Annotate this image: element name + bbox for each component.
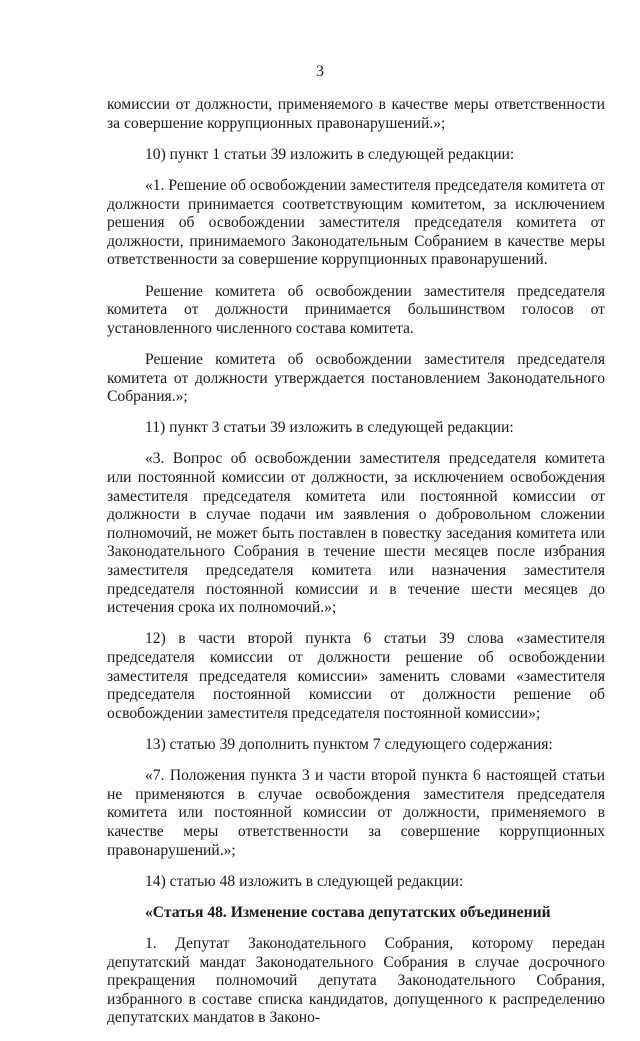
paragraph: Решение комитета об освобождении заместителя председателя комитета от должности принимается большинством голосов от установленного численного состава комитета.: [107, 282, 605, 337]
paragraph: «1. Решение об освобождении заместителя председателя комитета от должности принимается соответствующим комитетом, за исключением решения об освобождении заместителя председателя комитета от должности, принимаемого Законодательным Собранием в качестве меры ответственности за совершение коррупционных правонарушений.: [107, 176, 605, 269]
paragraph: 12) в части второй пункта 6 статьи 39 слова «заместителя председателя комиссии от должности решение об освобождении заместителя председателя комиссии» заменить словами «заместителя председателя постоянной комиссии от должности решение об освобождении заместителя председателя постоянной комиссии»;: [107, 630, 605, 722]
paragraph: «7. Положения пункта 3 и части второй пункта 6 настоящей статьи не применяются в случае освобождения заместителя председателя комитета или постоянной комиссии от должности, применяемого в качестве меры ответственности за совершение коррупционных правонарушений.»;: [107, 767, 605, 859]
paragraph: Решение комитета об освобождении заместителя председателя комитета от должности утверждается постановлением Законодательного Собрания.»;: [107, 350, 605, 406]
paragraph: «3. Вопрос об освобождении заместителя председателя комитета или постоянной комиссии от должности, за исключением освобождения заместителя председателя комитета или постоянной комиссии от должности в случае подачи им заявления о добровольном сложении полномочий, не может быть поставлен в повестку заседания комитета или Законодательного Собрания в течение шести месяцев после избрания заместителя председателя комитета или назначения заместителя председателя постоянной комиссии и в течение шести месяцев до истечения срока их полномочий.»;: [107, 450, 605, 617]
paragraph: комиссии от должности, применяемого в качестве меры ответственности за совершение коррупционных правонарушений.»;: [107, 96, 605, 132]
page-number: 3: [316, 63, 324, 80]
article-heading: «Статья 48. Изменение состава депутатских объединений: [145, 903, 551, 921]
paragraph: 10) пункт 1 статьи 39 изложить в следующей редакции:: [145, 145, 515, 163]
paragraph: 14) статью 48 изложить в следующей редакции:: [145, 872, 464, 890]
paragraph: 13) статью 39 дополнить пунктом 7 следующего содержания:: [145, 735, 553, 753]
paragraph: 1. Депутат Законодательного Собрания, которому передан депутатский мандат Законодательного Собрания в случае досрочного прекращения полномочий депутата Законодательного Собрания, избранного в составе списка кандидатов, допущенного к распределению депутатских мандатов в Законо-: [107, 935, 605, 1027]
paragraph: 11) пункт 3 статьи 39 изложить в следующей редакции:: [145, 419, 514, 437]
document-body: [107, 96, 605, 1041]
